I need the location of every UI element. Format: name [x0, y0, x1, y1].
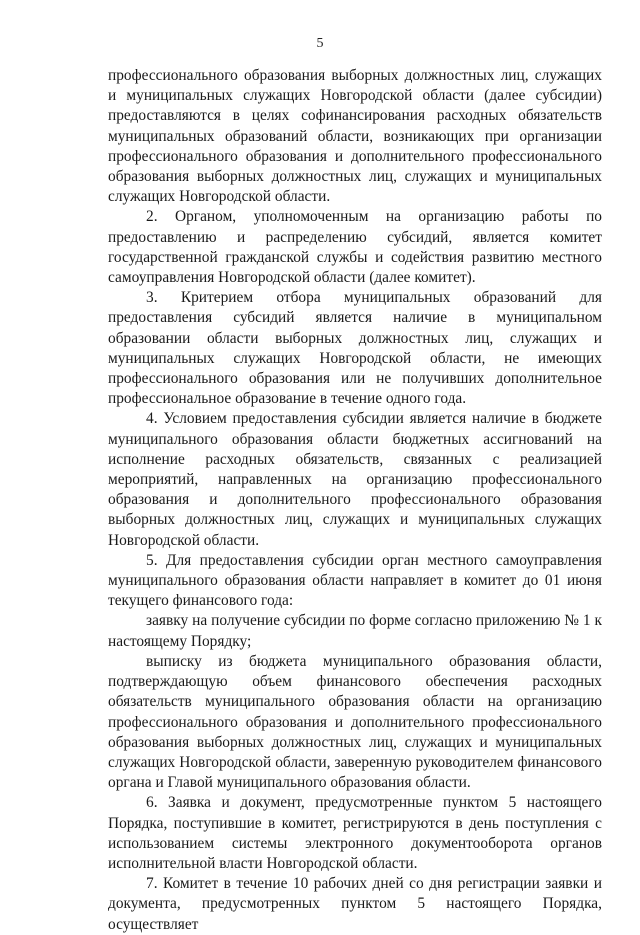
page-number: 5 — [316, 36, 324, 51]
paragraph-clause-3: 3. Критерием отбора муниципальных образований для предоставления субсидий является наличие в муниципальном образовании области выборных должностных лиц, служащих и муниципальных служащих Новгородской области, не имеющих профессионального образования или не получивших дополнительное профессиональное образование в течение одного года. — [108, 289, 602, 408]
paragraph-clause-5-item-budget-extract: выписку из бюджета муниципального образования области, подтверждающую объем финансового обеспечения расходных обязательств муниципального образования области на организацию профессионального образования и дополнительного профессионального образования выборных должностных лиц, служащих и муниципальных служащих Новгородской области, заверенную руководителем финансового органа и Главой муниципального образования области. — [108, 652, 602, 792]
paragraph-clause-2: 2. Органом, уполномоченным на организацию работы по предоставлению и распределению субсидий, является комитет государственной гражданской службы и содействия развитию местного самоуправления Новгородской области (далее комитет). — [108, 208, 602, 287]
paragraph-clause-7: 7. Комитет в течение 10 рабочих дней со дня регистрации заявки и документа, предусмотренных пунктом 5 настоящего Порядка, осуществляет — [108, 875, 602, 933]
paragraph-clause-5: 5. Для предоставления субсидии орган местного самоуправления муниципального образования области направляет в комитет до 01 июня текущего финансового года: — [108, 551, 602, 610]
paragraph-clause-4: 4. Условием предоставления субсидии является наличие в бюджете муниципального образования области бюджетных ассигнований на исполнение расходных обязательств, связанных с реализацией мероприятий, направленных на организацию профессионального образования и дополнительного профессионального образования выборных должностных лиц, служащих и муниципальных служащих Новгородской области. — [108, 410, 602, 549]
paragraph-continuation: профессионального образования выборных должностных лиц, служащих и муниципальных служащих Новгородской области (далее субсидии) предоставляются в целях софинансирования расходных обязательств муниципальных образований области, возникающих при организации профессионального образования и дополнительного профессионального образования выборных должностных лиц, служащих и муниципальных служащих Новгородской области. — [108, 67, 602, 206]
document-body — [108, 66, 602, 935]
paragraph-clause-5-item-application: заявку на получение субсидии по форме согласно приложению № 1 к настоящему Порядку; — [108, 612, 602, 650]
paragraph-clause-6: 6. Заявка и документ, предусмотренные пунктом 5 настоящего Порядка, поступившие в комитет, регистрируются в день поступления с использованием системы электронного документооборота органов исполнительной власти Новгородской области. — [108, 794, 602, 872]
